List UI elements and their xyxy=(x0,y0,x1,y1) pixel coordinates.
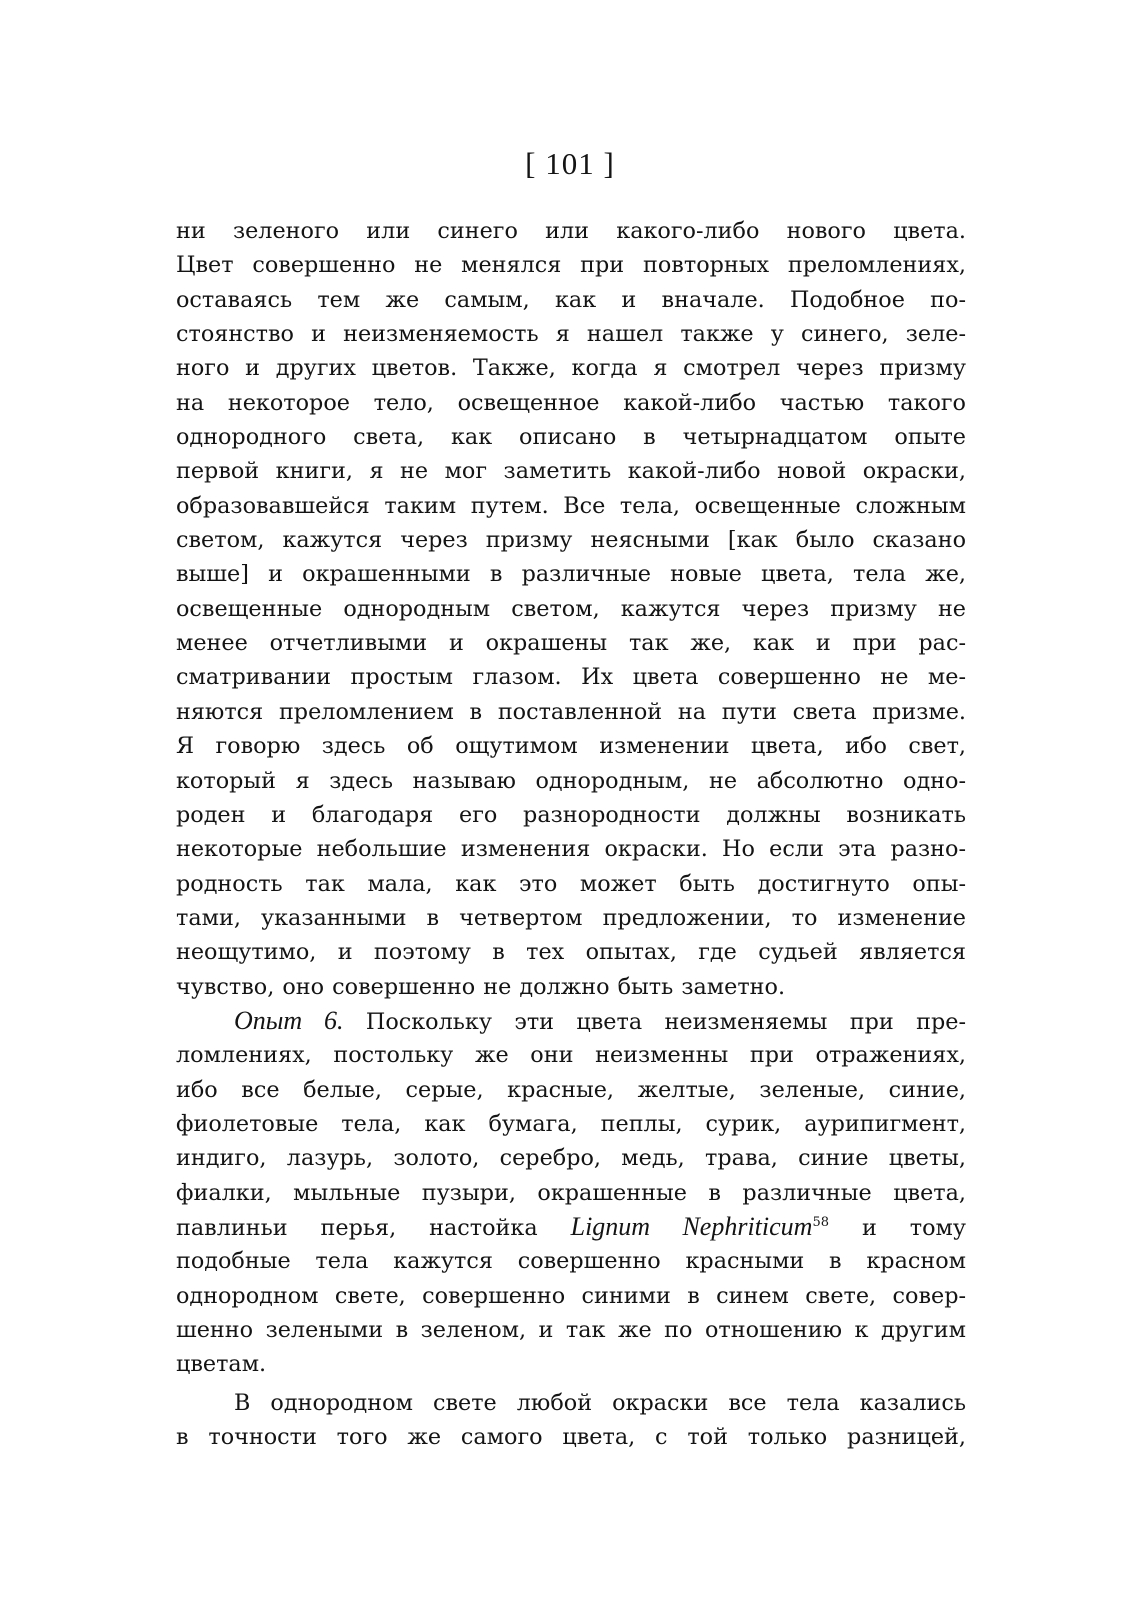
text-line: индиго, лазурь, золото, серебро, медь, трава, синие цветы, xyxy=(176,1145,966,1172)
body-text xyxy=(176,214,966,1454)
text-line: В однородном свете любой окраски все тела казались xyxy=(234,1389,966,1416)
text-line: шенно зелеными в зеленом, и так же по отношению к другим xyxy=(176,1317,966,1343)
text-line: ни зеленого или синего или какого-либо нового цвета. xyxy=(176,218,966,244)
text-line: Я говорю здесь об ощутимом изменении цвета, ибо свет, xyxy=(176,733,966,760)
text-line: тами, указанными в четвертом предложении, то изменение xyxy=(176,904,966,931)
text-line: ибо все белые, серые, красные, желтые, зеленые, синие, xyxy=(176,1076,966,1103)
text-line-experiment xyxy=(176,1004,966,1038)
text-line-latin xyxy=(176,1210,966,1244)
text-line: в точности того же самого цвета, с той только разницей, xyxy=(176,1424,966,1451)
paragraph-2 xyxy=(176,1004,966,1382)
text-line: менее отчетливыми и окрашены так же, как и при рас- xyxy=(176,630,966,657)
text-line: роден и благодаря его разнородности должны возникать xyxy=(176,801,966,828)
paragraph-3 xyxy=(176,1386,966,1455)
text-segment: павлиньи перья, настойка xyxy=(176,1214,538,1241)
latin-term: Lignum Nephriticum xyxy=(570,1211,813,1241)
text-line: подобные тела кажутся совершенно красными в красном xyxy=(176,1248,966,1275)
text-line: родность так мала, как это может быть достигнуто опы- xyxy=(176,870,966,897)
experiment-label: Опыт 6. xyxy=(234,1005,344,1035)
text-line: сматривании простым глазом. Их цвета совершенно не ме- xyxy=(176,664,966,691)
text-line: освещенные однородным светом, кажутся через призму не xyxy=(176,595,966,622)
text-line: няются преломлением в поставленной на пути света призме. xyxy=(176,698,966,725)
text-line: цветам. xyxy=(176,1351,267,1378)
text-line: фиалки, мыльные пузыри, окрашенные в различные цвета, xyxy=(176,1179,966,1206)
text-line: на некоторое тело, освещенное какой-либо частью такого xyxy=(176,389,966,416)
text-line: светом, кажутся через призму неясными [как было сказано xyxy=(176,527,966,554)
text-line: Цвет совершенно не менялся при повторных преломлениях, xyxy=(176,252,966,279)
text-line: стоянство и неизменяемость я нашел также у синего, зеле- xyxy=(176,321,966,348)
text-line: фиолетовые тела, как бумага, пеплы, сурик, аурипигмент, xyxy=(176,1110,966,1137)
text-line: неощутимо, и поэтому в тех опытах, где судьей является xyxy=(176,939,966,966)
text-line: который я здесь называю однородным, не абсолютно одно- xyxy=(176,767,966,794)
text-line: однородном свете, совершенно синими в синем свете, совер- xyxy=(176,1282,966,1309)
text-line: ломлениях, постольку же они неизменны при отражениях, xyxy=(176,1042,966,1069)
paragraph-1 xyxy=(176,214,966,1004)
text-line: выше] и окрашенными в различные новые цвета, тела же, xyxy=(176,561,966,588)
text-line: образовавшейся таким путем. Все тела, освещенные сложным xyxy=(176,492,966,519)
page-number: [ 101 ] xyxy=(525,146,615,181)
text-line: оставаясь тем же самым, как и вначале. Подобное по- xyxy=(176,286,966,313)
footnote-marker: 58 xyxy=(812,1214,829,1230)
text-line: некоторые небольшие изменения окраски. Но если эта разно- xyxy=(176,836,966,863)
text-line: чувство, оно совершенно не должно быть заметно. xyxy=(176,973,786,1000)
text-segment: и тому xyxy=(861,1214,966,1241)
text-segment: Поскольку эти цвета неизменяемы при пре- xyxy=(365,1008,966,1035)
text-line: однородного света, как описано в четырнадцатом опыте xyxy=(176,424,966,451)
text-line: первой книги, я не мог заметить какой-либо новой окраски, xyxy=(176,458,966,485)
text-line: ного и других цветов. Также, когда я смотрел через призму xyxy=(176,355,966,382)
